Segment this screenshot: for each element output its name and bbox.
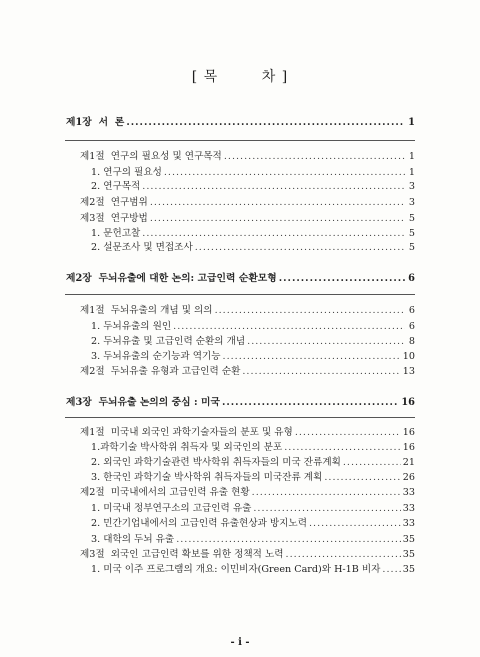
entry-page-number: 33 <box>402 487 415 498</box>
entry-label: 제2절 두뇌유출 유형과 고급인력 순환 <box>80 366 241 377</box>
leader-dots <box>252 487 401 499</box>
entry-label: 제2절 연구범위 <box>80 197 148 208</box>
leader-dots <box>195 242 405 254</box>
separator-line <box>65 417 415 418</box>
entry-page-number: 3 <box>408 197 415 208</box>
subsection-entry[interactable] <box>91 564 415 576</box>
subsection-entry[interactable] <box>91 181 415 193</box>
entry-label: 제3절 외국인 고급인력 확보를 위한 정책적 노력 <box>80 549 284 560</box>
entry-page-number: 6 <box>408 305 415 316</box>
subsection-entry[interactable] <box>91 457 415 469</box>
section-entry[interactable] <box>80 366 415 378</box>
subsection-entry[interactable] <box>91 534 415 546</box>
page-title: [ 목 차 ] <box>191 69 289 85</box>
leader-dots <box>224 151 405 163</box>
entry-label: 1. 미국 이주 프로그램의 개요: 이민비자(Green Card)와 H-1B 비자 <box>91 564 381 575</box>
leader-dots <box>150 197 405 209</box>
chapter-entry[interactable] <box>66 273 415 285</box>
entry-label: 3. 대학의 두뇌 유출 <box>91 534 175 545</box>
entry-label: 제2장 두뇌유출에 대한 논의: 고급인력 순환모형 <box>66 273 277 284</box>
subsection-entry[interactable] <box>91 167 415 179</box>
leader-dots <box>253 503 400 515</box>
leader-dots <box>284 442 401 454</box>
entry-page-number: 13 <box>402 366 415 377</box>
entry-label: 1. 문헌고찰 <box>91 228 141 239</box>
entry-label: 3. 두뇌유출의 순기능과 역기능 <box>91 351 221 362</box>
separator-line <box>65 140 415 141</box>
leader-dots <box>223 351 401 363</box>
section-entry[interactable] <box>80 197 415 209</box>
leader-dots <box>295 427 401 439</box>
entry-page-number: 6 <box>408 321 415 332</box>
chapter-entry[interactable] <box>66 117 415 129</box>
entry-page-number: 21 <box>402 457 415 468</box>
entry-label: 제1장 서 론 <box>66 117 125 128</box>
entry-page-number: 3 <box>408 181 415 192</box>
leader-dots <box>279 273 405 285</box>
subsection-entry[interactable] <box>91 518 415 530</box>
chapter-entry[interactable] <box>66 397 415 409</box>
section-entry[interactable] <box>80 487 415 499</box>
leader-dots <box>242 366 400 378</box>
subsection-entry[interactable] <box>91 336 415 348</box>
entry-label: 2. 두뇌유출 및 고급인력 순환의 개념 <box>91 336 246 347</box>
section-entry[interactable] <box>80 549 415 561</box>
entry-label: 3. 한국인 과학기술 박사학위 취득자들의 미국잔류 계획 <box>91 472 323 483</box>
subsection-entry[interactable] <box>91 321 415 333</box>
subsection-entry[interactable] <box>91 472 415 484</box>
entry-label: 1. 두뇌유출의 원인 <box>91 321 172 332</box>
entry-page-number: 1 <box>408 117 415 128</box>
leader-dots <box>164 167 405 179</box>
leader-dots <box>176 534 401 546</box>
entry-label: 제1절 미국내 외국인 과학기술자들의 분포 및 유형 <box>80 427 293 438</box>
entry-page-number: 1 <box>408 151 415 162</box>
subsection-entry[interactable] <box>91 442 415 454</box>
entry-page-number: 1 <box>408 167 415 178</box>
subsection-entry[interactable] <box>91 242 415 254</box>
entry-page-number: 16 <box>401 397 415 408</box>
entry-page-number: 33 <box>402 518 415 529</box>
leader-dots <box>126 117 405 129</box>
leader-dots <box>247 336 405 348</box>
entry-page-number: 33 <box>402 503 415 514</box>
entry-label: 2. 설문조사 및 면접조사 <box>91 242 193 253</box>
entry-label: 제1절 연구의 필요성 및 연구목적 <box>80 151 222 162</box>
entry-page-number: 35 <box>402 549 415 560</box>
entry-label: 1. 미국내 정부연구소의 고급인력 유출 <box>91 503 252 514</box>
entry-label: 2. 외국인 과학기술관련 박사학위 취득자들의 미국 잔류계획 <box>91 457 341 468</box>
entry-page-number: 35 <box>402 534 415 545</box>
entry-page-number: 16 <box>402 427 415 438</box>
entry-label: 제1절 두뇌유출의 개념 및 의의 <box>80 305 213 316</box>
subsection-entry[interactable] <box>91 351 415 363</box>
section-entry[interactable] <box>80 213 415 225</box>
section-entry[interactable] <box>80 427 415 439</box>
section-entry[interactable] <box>80 151 415 163</box>
leader-dots <box>173 321 405 333</box>
entry-page-number: 5 <box>408 213 415 224</box>
entry-page-number: 16 <box>402 442 415 453</box>
entry-label: 제2절 미국내에서의 고급인력 유출 현황 <box>80 487 250 498</box>
leader-dots <box>382 564 400 576</box>
entry-page-number: 35 <box>402 564 415 575</box>
leader-dots <box>142 228 405 240</box>
entry-page-number: 6 <box>408 273 415 284</box>
leader-dots <box>286 549 401 561</box>
section-entry[interactable] <box>80 305 415 317</box>
entry-page-number: 10 <box>402 351 415 362</box>
leader-dots <box>343 457 401 469</box>
entry-label: 제3장 두뇌유출 논의의 중심 : 미국 <box>66 397 220 408</box>
entry-label: 1. 연구의 필요성 <box>91 167 162 178</box>
entry-page-number: 5 <box>408 228 415 239</box>
leader-dots <box>215 305 405 317</box>
leader-dots <box>324 472 400 484</box>
subsection-entry[interactable] <box>91 228 415 240</box>
leader-dots <box>222 397 399 409</box>
entry-page-number: 5 <box>408 242 415 253</box>
subsection-entry[interactable] <box>91 503 415 515</box>
page-number: - i - <box>230 637 250 648</box>
entry-page-number: 8 <box>408 336 415 347</box>
entry-label: 2. 연구목적 <box>91 181 141 192</box>
entry-label: 2. 민간기업내에서의 고급인력 유출현상과 방지노력 <box>91 518 307 529</box>
leader-dots <box>142 181 405 193</box>
entry-label: 제3절 연구방법 <box>80 213 148 224</box>
entry-label: 1.과학기술 박사학위 취득자 및 외국인의 분포 <box>91 442 283 453</box>
leader-dots <box>309 518 401 530</box>
leader-dots <box>150 213 405 225</box>
entry-page-number: 26 <box>402 472 415 483</box>
separator-line <box>65 294 415 295</box>
